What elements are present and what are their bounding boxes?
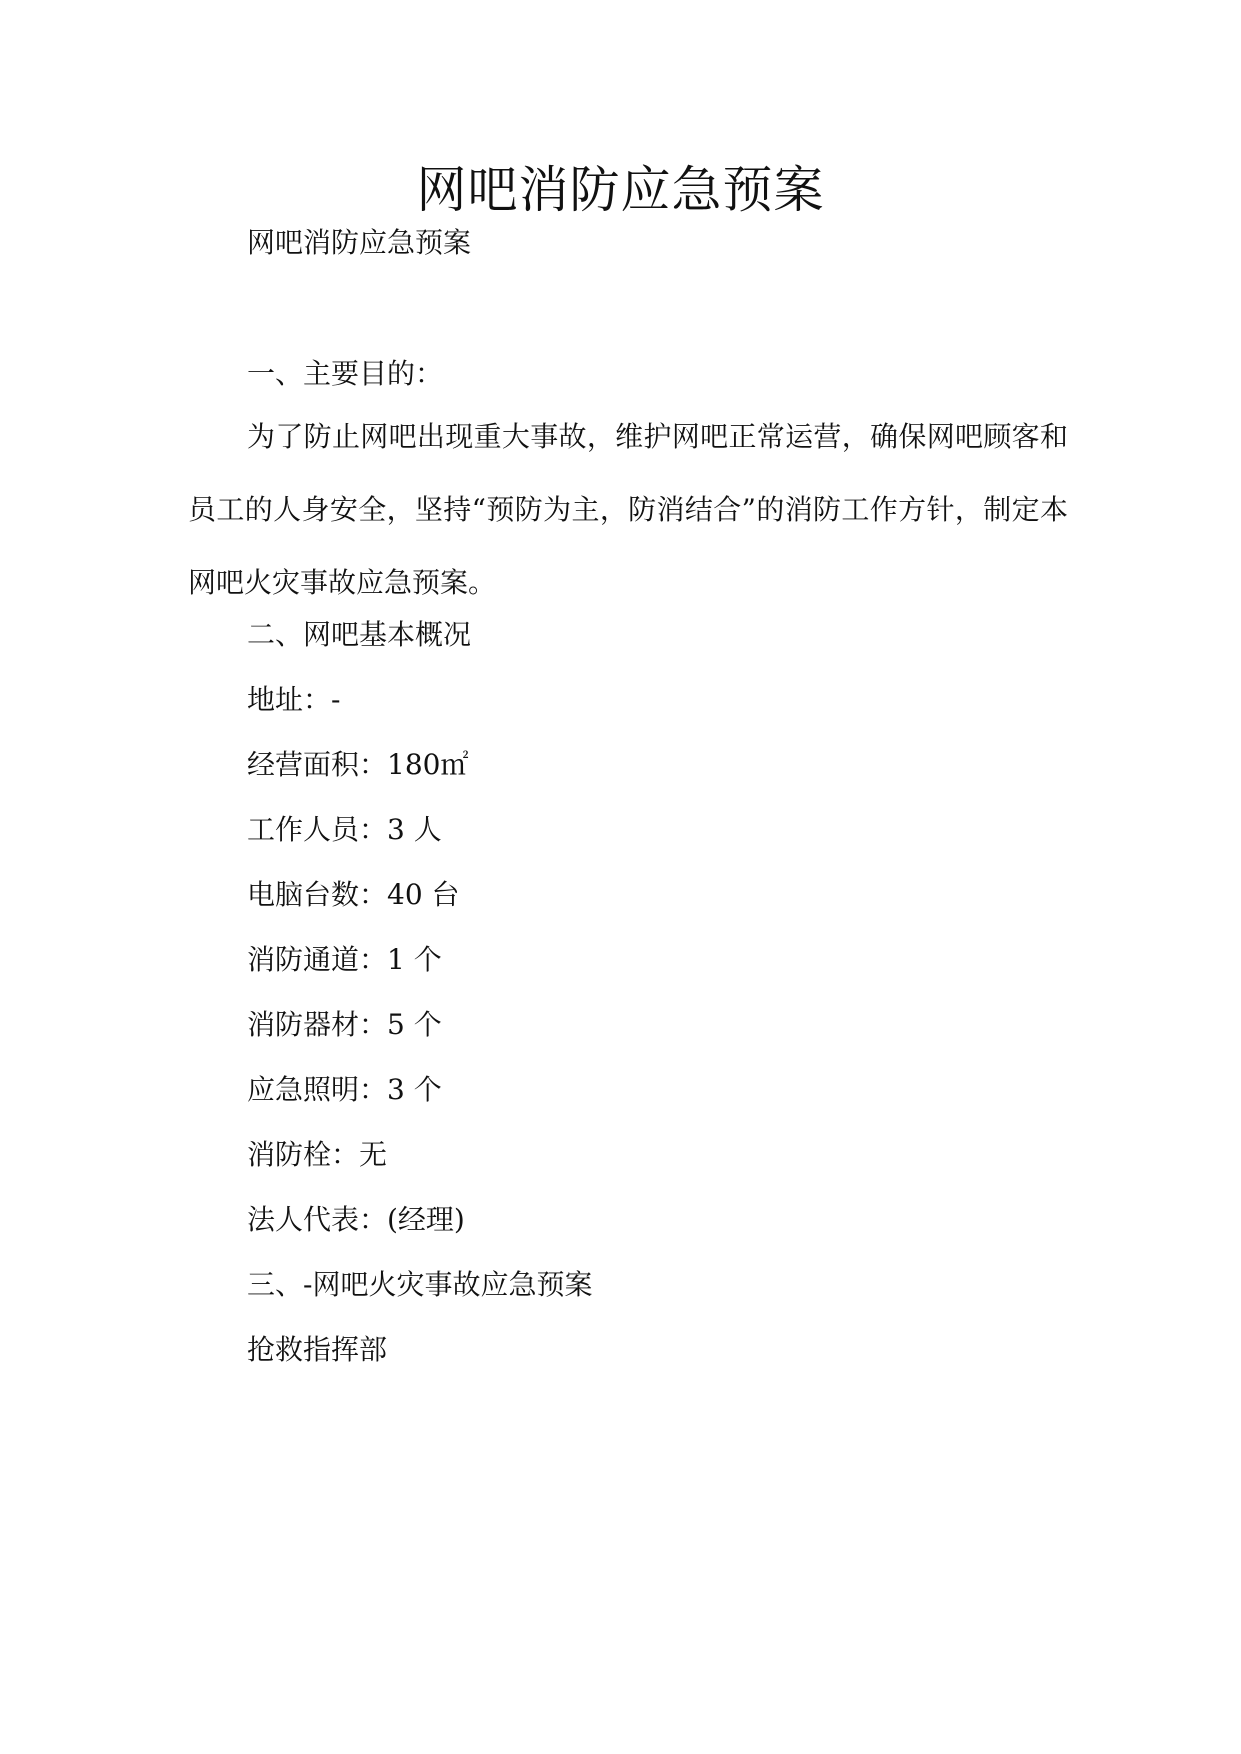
section3-subheading: 抢救指挥部 — [247, 1333, 388, 1366]
fact-staff: 工作人员：3 人 — [247, 813, 442, 846]
fact-fire-equipment: 消防器材：5 个 — [247, 1008, 442, 1041]
fact-computers: 电脑台数：40 台 — [247, 878, 460, 911]
section1-paragraph: 为了防止网吧出现重大事故，维护网吧正常运营，确保网吧顾客和员工的人身安全，坚持“预防为主，防消结合”的消防工作方针，制定本网吧火灾事故应急预案。 — [188, 420, 1068, 599]
section3-heading: 三、-网吧火灾事故应急预案 — [247, 1268, 593, 1301]
fact-address: 地址：- — [247, 683, 341, 716]
fact-area: 经营面积：180㎡ — [247, 748, 469, 781]
fact-emergency-lighting: 应急照明：3 个 — [247, 1073, 442, 1106]
fact-legal-representative: 法人代表：(经理) — [247, 1203, 465, 1236]
fact-fire-exits: 消防通道：1 个 — [247, 943, 442, 976]
fact-hydrant: 消防栓：无 — [247, 1138, 388, 1171]
document-subtitle: 网吧消防应急预案 — [247, 226, 472, 259]
section2-heading: 二、网吧基本概况 — [247, 618, 472, 651]
document-title: 网吧消防应急预案 — [416, 161, 825, 219]
section1-heading: 一、主要目的： — [247, 357, 444, 390]
